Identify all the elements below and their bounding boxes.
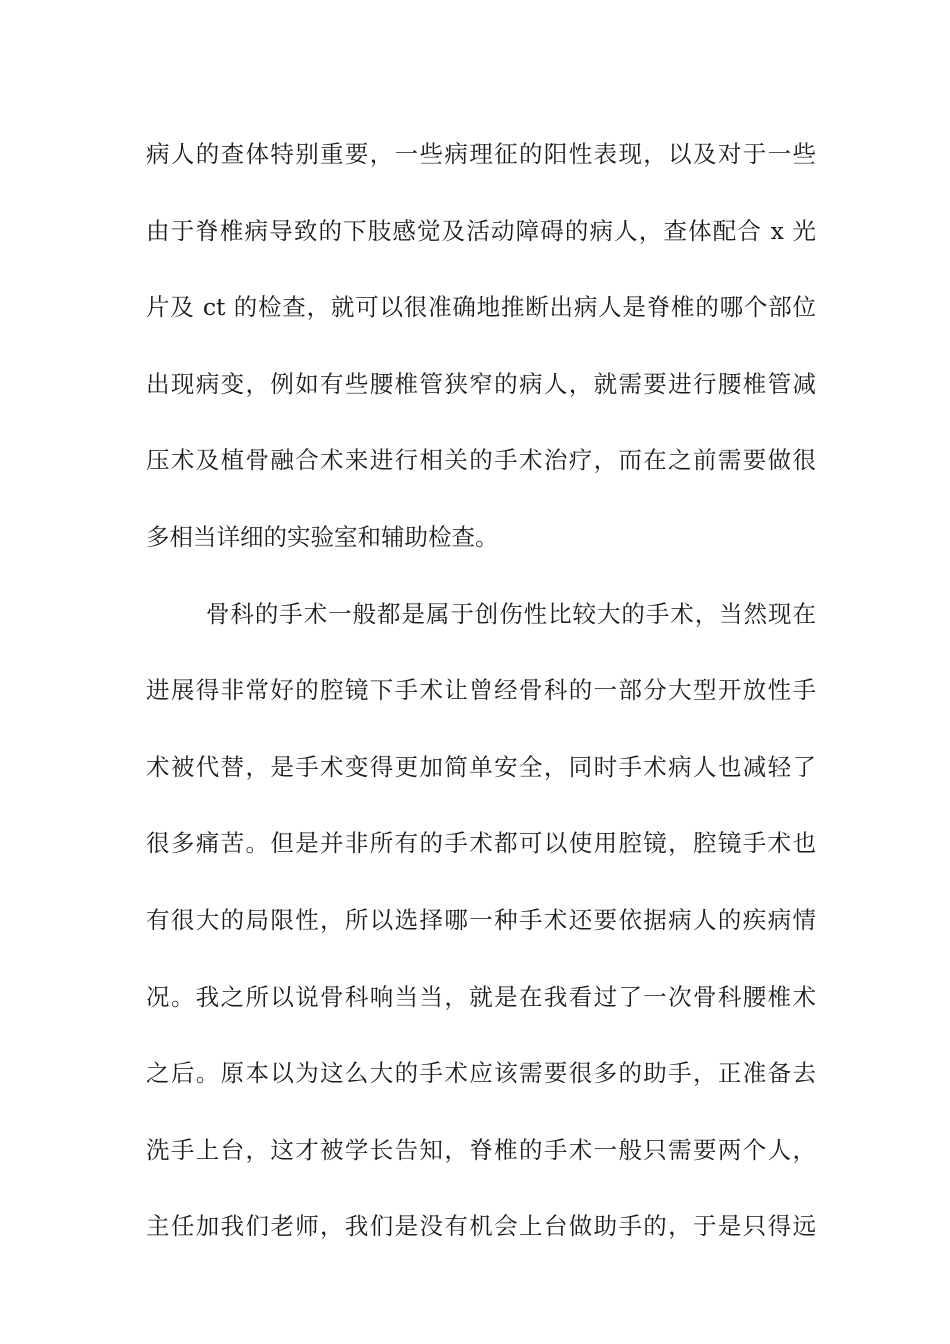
text-line: 况。我之所以说骨科响当当，就是在我看过了一次骨科腰椎术 xyxy=(146,982,816,1011)
text-line: 由于脊椎病导致的下肢感觉及活动障碍的病人，查体配合 x 光 xyxy=(146,216,816,245)
text-line: 多相当详细的实验室和辅助检查。 xyxy=(146,522,499,551)
text-line: 有很大的局限性，所以选择哪一种手术还要依据病人的疾病情 xyxy=(146,905,816,934)
text-line: 进展得非常好的腔镜下手术让曾经骨科的一部分大型开放性手 xyxy=(146,676,816,705)
text-line: 之后。原本以为这么大的手术应该需要很多的助手，正准备去 xyxy=(146,1059,816,1088)
body-text xyxy=(146,131,816,1280)
text-line: 很多痛苦。但是并非所有的手术都可以使用腔镜，腔镜手术也 xyxy=(146,829,816,858)
text-line: 出现病变，例如有些腰椎管狭窄的病人，就需要进行腰椎管减 xyxy=(146,369,816,398)
text-line: 病人的查体特别重要，一些病理征的阳性表现，以及对于一些 xyxy=(146,140,816,168)
text-line: 压术及植骨融合术来进行相关的手术治疗，而在之前需要做很 xyxy=(146,446,816,475)
text-line: 片及 ct 的检查，就可以很准确地推断出病人是脊椎的哪个部位 xyxy=(146,293,816,322)
text-line: 主任加我们老师，我们是没有机会上台做助手的，于是只得远 xyxy=(146,1212,816,1241)
text-line: 术被代替，是手术变得更加简单安全，同时手术病人也减轻了 xyxy=(146,752,816,781)
text-line: 洗手上台，这才被学长告知，脊椎的手术一般只需要两个人， xyxy=(146,1135,816,1164)
text-line: 骨科的手术一般都是属于创伤性比较大的手术，当然现在 xyxy=(206,599,816,628)
